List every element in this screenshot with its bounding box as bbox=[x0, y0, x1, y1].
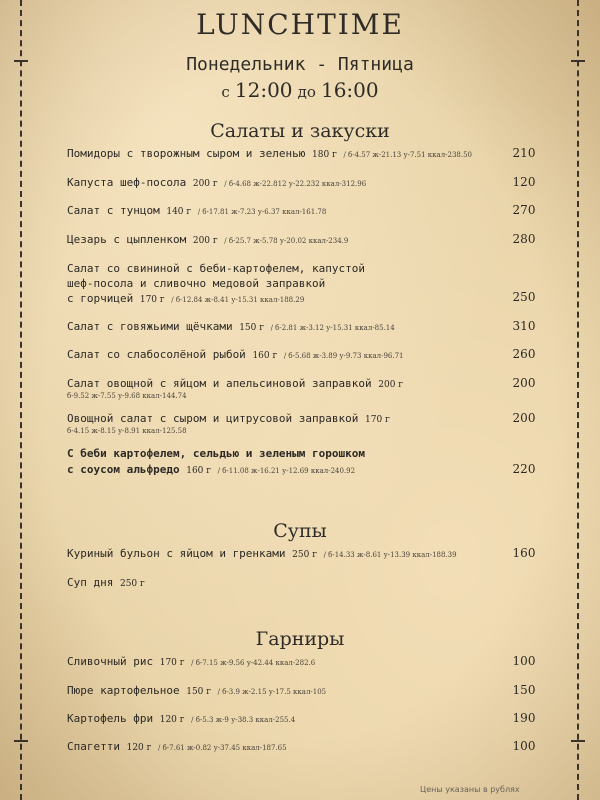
item-nutrition: / б-25.7 ж-5.78 у-20.02 ккал-234.9 bbox=[224, 237, 349, 245]
item-nutrition: б-9.52 ж-7.55 у-9.68 ккал-144.74 bbox=[67, 392, 187, 400]
menu-hours bbox=[0, 78, 600, 102]
item-price: 150 bbox=[512, 683, 536, 697]
item-name-line: с горчицей bbox=[67, 292, 134, 305]
menu-item bbox=[67, 147, 497, 162]
menu-title: LUNCHTIME bbox=[196, 8, 404, 41]
item-weight: 120 г bbox=[126, 743, 152, 753]
item-nutrition: б-4.15 ж-8.15 у-8.91 ккал-125.58 bbox=[67, 427, 187, 435]
hours-to: 16:00 bbox=[320, 78, 379, 102]
item-name: Куриный бульон с яйцом и гренками bbox=[67, 547, 286, 560]
item-name: Картофель фри bbox=[67, 712, 154, 725]
item-price: 270 bbox=[512, 203, 536, 217]
item-weight: 160 г bbox=[186, 466, 211, 476]
item-nutrition: / б-5.68 ж-3.89 у-9.73 ккал-96.71 bbox=[283, 352, 404, 360]
menu-item bbox=[67, 576, 447, 591]
item-weight: 200 г bbox=[378, 380, 404, 390]
item-price: 220 bbox=[512, 462, 536, 476]
item-price: 200 bbox=[512, 376, 536, 390]
item-price: 100 bbox=[512, 739, 536, 753]
item-nutrition: / б-4.57 ж-21.13 у-7.51 ккал-238.50 bbox=[343, 151, 473, 159]
item-weight: 150 г bbox=[239, 323, 264, 333]
item-price: 280 bbox=[512, 232, 536, 246]
item-name-line: шеф-посола и сливочно медовой заправкой bbox=[67, 277, 326, 290]
item-name: Суп дня bbox=[67, 576, 114, 589]
item-nutrition: / б-7.61 ж-0.82 у-37.45 ккал-187.65 bbox=[158, 744, 287, 752]
menu-item bbox=[67, 261, 467, 308]
item-nutrition: / б-11.08 ж-16.21 у-12.69 ккал-240.92 bbox=[217, 467, 356, 475]
item-price: 160 bbox=[512, 546, 536, 560]
section-title-salads: Салаты и закуски bbox=[210, 120, 390, 142]
item-price: 310 bbox=[512, 319, 536, 333]
item-name: Цезарь с цыпленком bbox=[67, 233, 187, 246]
item-price: 210 bbox=[512, 146, 536, 160]
item-weight: 200 г bbox=[192, 236, 218, 246]
item-price: 250 bbox=[512, 290, 536, 304]
menu-item bbox=[67, 684, 447, 699]
item-nutrition: / б-7.15 ж-9.56 у-42.44 ккал-282.6 bbox=[191, 659, 316, 667]
item-price: 260 bbox=[512, 347, 536, 361]
item-name: Салат со слабосолёной рыбой bbox=[67, 348, 246, 361]
item-name: Капуста шеф-посола bbox=[67, 176, 187, 189]
item-weight: 250 г bbox=[292, 550, 317, 560]
menu-item bbox=[67, 712, 447, 727]
item-weight: 140 г bbox=[166, 207, 192, 217]
item-price: 200 bbox=[512, 411, 536, 425]
item-name-line: с соусом альфредо bbox=[67, 463, 180, 476]
menu-item bbox=[67, 176, 447, 191]
item-nutrition: / б-4.68 ж-22.812 у-22.232 ккал-312.96 bbox=[224, 180, 367, 188]
item-name-line: Салат со свининой с беби-картофелем, капустой bbox=[67, 262, 366, 275]
item-name-line: С беби картофелем, сельдью и зеленым горошком bbox=[67, 447, 366, 460]
item-nutrition: / б-12.84 ж-8.41 у-15.31 ккал-188.29 bbox=[171, 296, 305, 304]
menu-item bbox=[67, 446, 487, 479]
item-weight: 160 г bbox=[252, 351, 278, 361]
item-weight: 200 г bbox=[192, 179, 218, 189]
item-nutrition: / б-14.33 ж-8.61 у-13.39 ккал-188.39 bbox=[323, 551, 457, 559]
right-border-tick bbox=[571, 740, 585, 742]
item-name: Салат с говяжьими щёчками bbox=[67, 320, 233, 333]
item-weight: 170 г bbox=[159, 658, 185, 668]
item-nutrition: / б-5.3 ж-9 у-38.3 ккал-255.4 bbox=[191, 716, 296, 724]
item-nutrition: / б-3.9 ж-2.15 у-17.5 ккал-105 bbox=[217, 688, 327, 696]
item-nutrition: / б-2.81 ж-3.12 у-15.31 ккал-85.14 bbox=[270, 324, 395, 332]
menu-item bbox=[67, 547, 497, 562]
menu-item bbox=[67, 740, 447, 755]
item-name: Пюре картофельное bbox=[67, 684, 180, 697]
menu-days: Понедельник - Пятница bbox=[186, 54, 414, 75]
item-weight: 180 г bbox=[312, 150, 337, 160]
menu-item bbox=[67, 204, 447, 219]
hours-from-word: с bbox=[221, 83, 230, 101]
section-title-soups: Супы bbox=[273, 520, 327, 542]
item-name: Салат с тунцом bbox=[67, 204, 160, 217]
item-price: 100 bbox=[512, 654, 536, 668]
menu-item bbox=[67, 348, 447, 363]
item-price: 190 bbox=[512, 711, 536, 725]
menu-item bbox=[67, 412, 487, 436]
left-border-tick bbox=[14, 740, 28, 742]
item-weight: 120 г bbox=[159, 715, 185, 725]
menu-item bbox=[67, 233, 447, 248]
item-weight: 250 г bbox=[119, 579, 145, 589]
item-nutrition: / б-17.81 ж-7.23 у-6.37 ккал-161.78 bbox=[197, 208, 327, 216]
item-weight: 170 г bbox=[365, 415, 390, 425]
hours-from: 12:00 bbox=[234, 78, 293, 102]
item-name: Сливочный рис bbox=[67, 655, 154, 668]
item-name: Помидоры с творожным сыром и зеленью bbox=[67, 147, 306, 160]
item-name: Овощной салат с сыром и цитрусовой заправкой bbox=[67, 412, 359, 425]
hours-to-word: до bbox=[297, 83, 316, 101]
price-currency-note: Цены указаны в рублях bbox=[420, 785, 520, 794]
item-price: 120 bbox=[512, 175, 536, 189]
item-weight: 170 г bbox=[139, 295, 165, 305]
menu-item bbox=[67, 655, 447, 670]
item-name: Салат овощной с яйцом и апельсиновой заправкой bbox=[67, 377, 372, 390]
menu-item bbox=[67, 320, 447, 335]
item-name: Спагетти bbox=[67, 740, 120, 753]
section-title-sides: Гарниры bbox=[255, 628, 345, 650]
item-weight: 150 г bbox=[186, 687, 211, 697]
menu-item bbox=[67, 377, 487, 401]
